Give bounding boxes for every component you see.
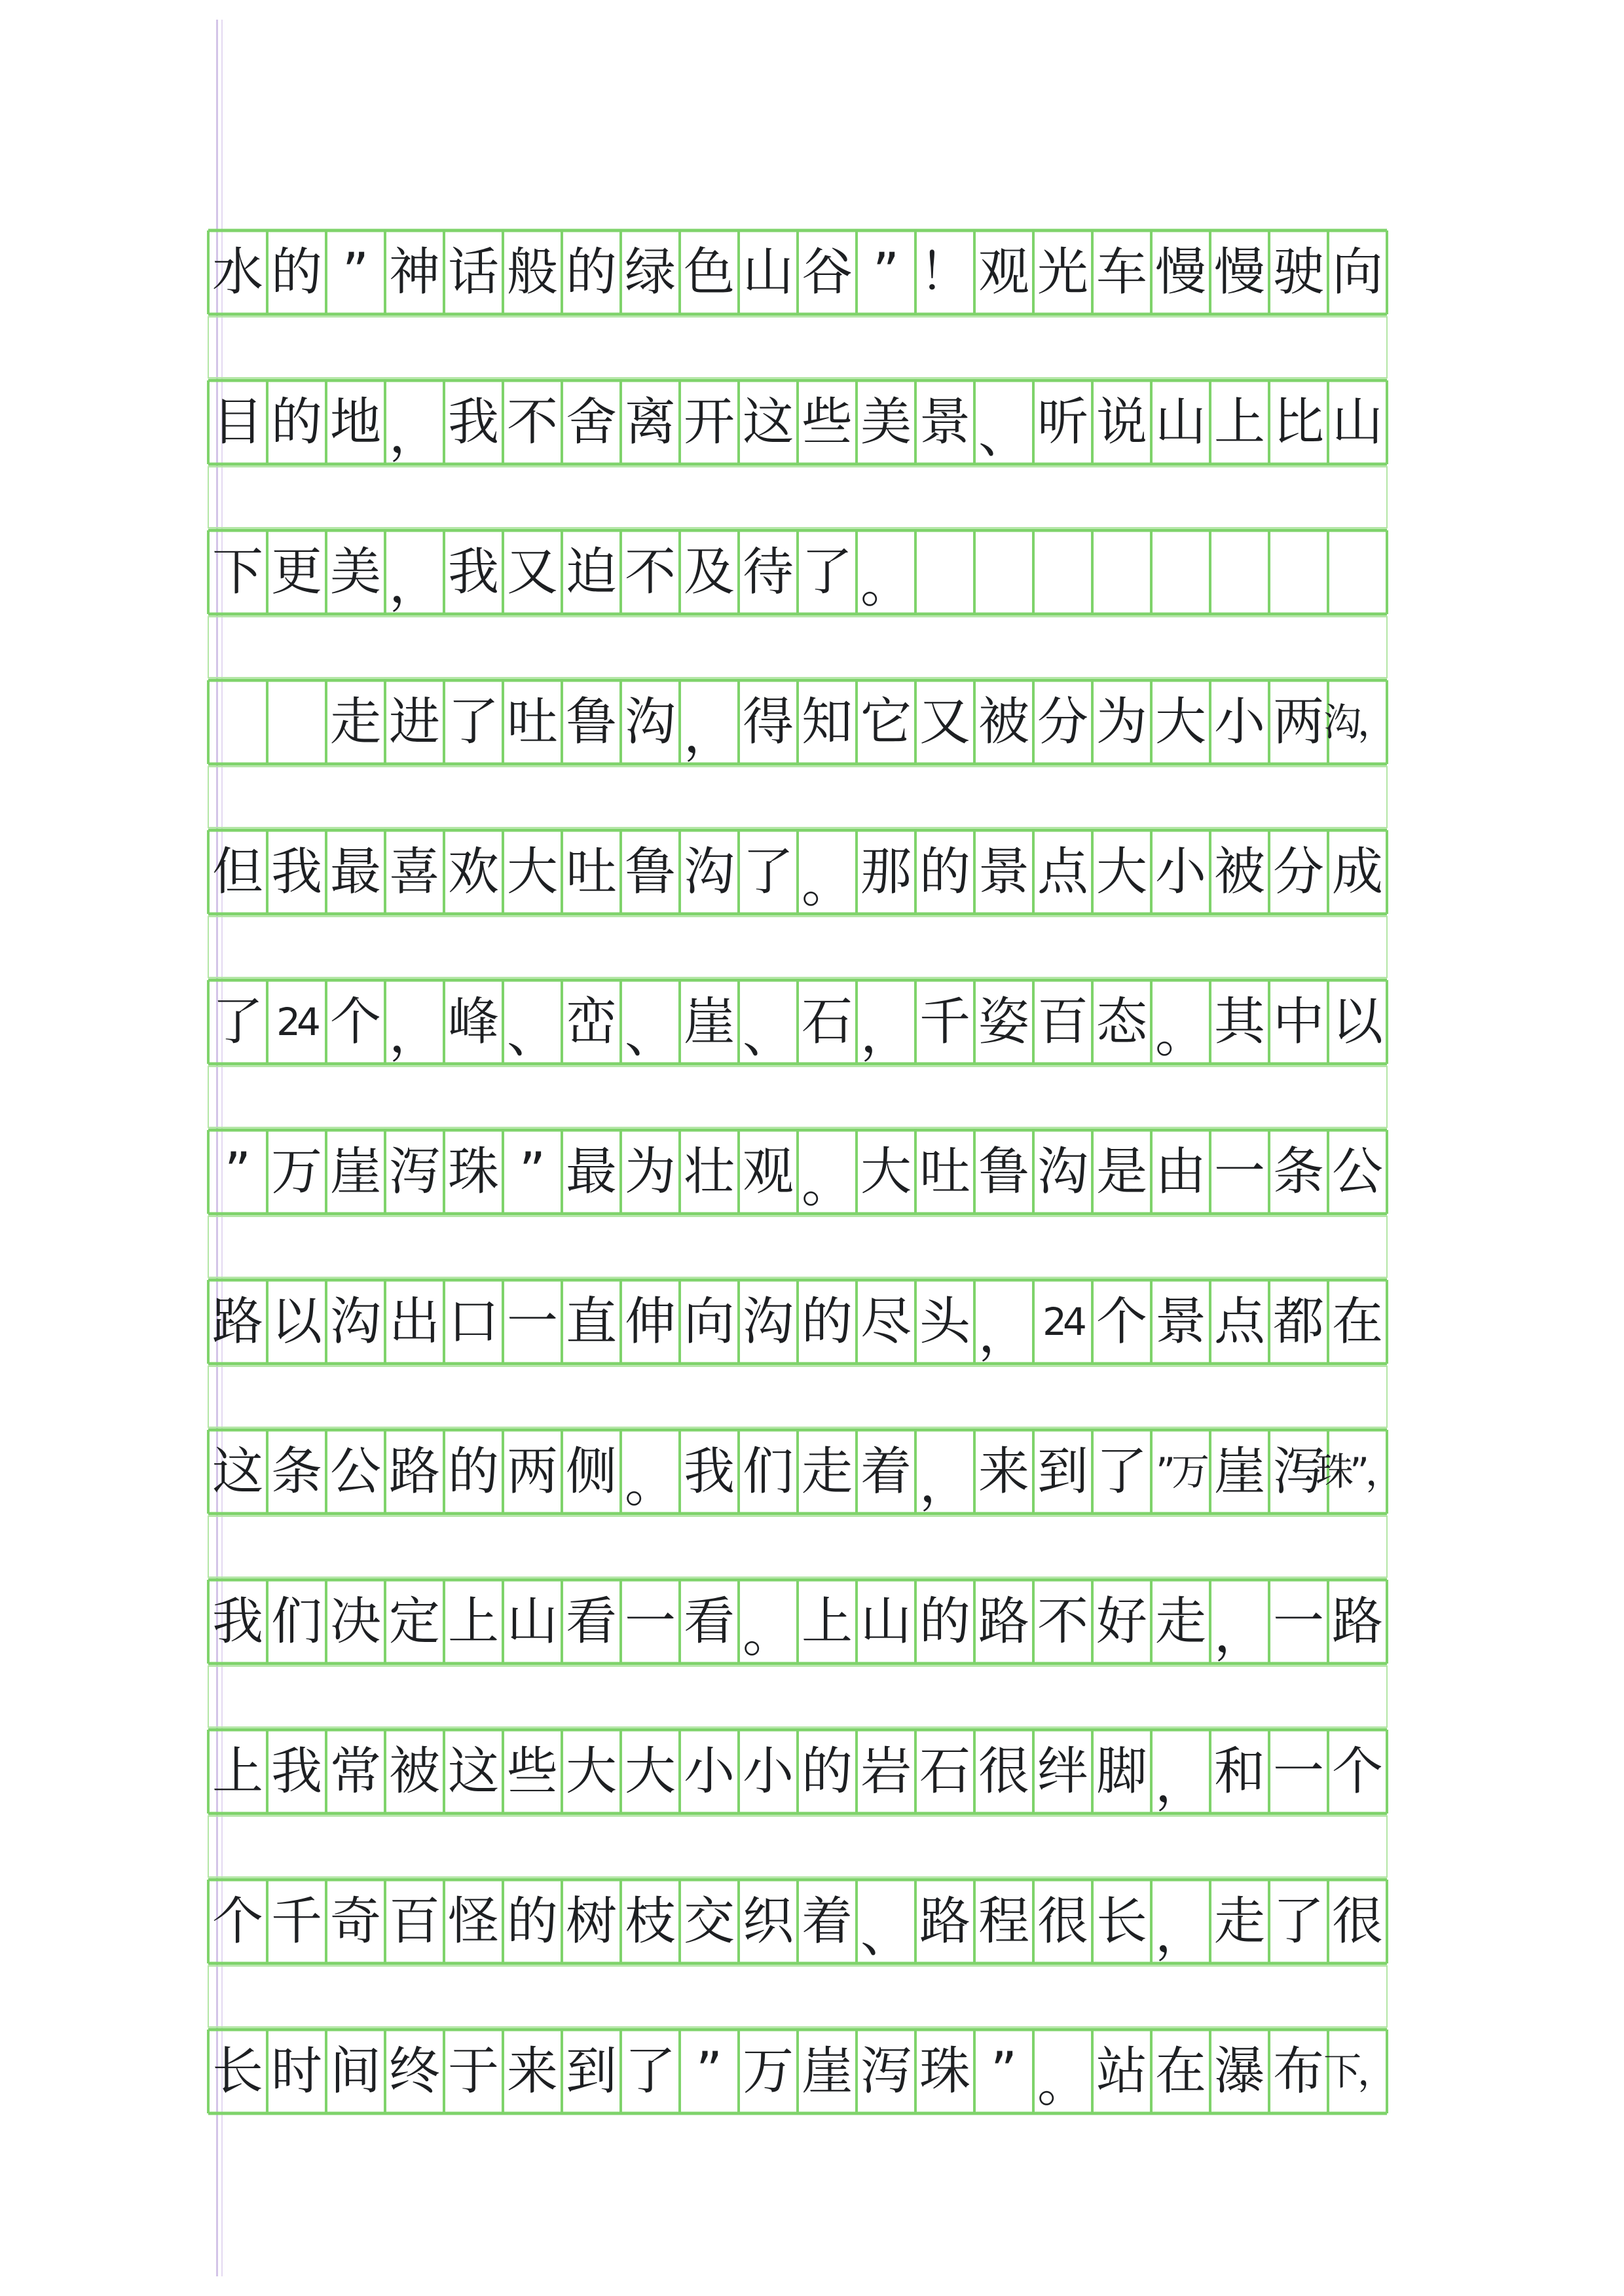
grid-character: 由 [1154, 1142, 1206, 1201]
grid-character: ， [919, 1455, 970, 1514]
grid-character: 慢 [1154, 243, 1206, 302]
grid-character: 、 [624, 1005, 676, 1064]
grid-character: 走 [329, 693, 381, 752]
grid-character: 泻 [388, 1142, 440, 1201]
grid-character: 看 [683, 1592, 735, 1651]
grid-character: 路 [1331, 1592, 1383, 1651]
grid-character: 一 [624, 1592, 676, 1651]
grid-character: 鲁 [624, 843, 676, 902]
grid-character: 又 [506, 543, 558, 602]
grid-character: 开 [683, 393, 735, 452]
grid-character: 和 [1213, 1742, 1265, 1801]
row-gap-band [208, 767, 1387, 828]
grid-character: 些 [506, 1742, 558, 1801]
grid-character: 脚 [1096, 1742, 1147, 1801]
grid-character: 沟 [624, 693, 676, 752]
grid-character: 被 [978, 693, 1029, 752]
grid-character: 。 [742, 1605, 794, 1664]
grid-character: 路 [212, 1292, 263, 1351]
grid-character: 的 [506, 1892, 558, 1951]
row-gap-band [208, 1816, 1387, 1877]
grid-character: 了 [1272, 1892, 1324, 1951]
grid-character: 目 [212, 393, 263, 452]
grid-character: 很 [978, 1742, 1029, 1801]
grid-character: 的 [919, 843, 970, 902]
grid-character: 瀑 [1213, 2042, 1265, 2101]
row-gap-band [208, 1216, 1387, 1277]
grid-character: 下， [1323, 2049, 1392, 2094]
grid-character: 公 [329, 1442, 381, 1501]
grid-character: 定 [388, 1592, 440, 1651]
grid-character: 珠 [447, 1142, 499, 1201]
grid-character: 分 [1272, 843, 1324, 902]
grid-character: ， [1213, 1605, 1265, 1664]
grid-character: 着 [801, 1892, 853, 1951]
grid-character: 山 [860, 1592, 912, 1651]
grid-character: 公 [1331, 1142, 1383, 1201]
grid-character: 布 [1272, 2042, 1324, 2101]
grid-character: 24 [276, 1000, 317, 1044]
grid-character: 水 [212, 243, 263, 302]
grid-character: 又 [919, 693, 970, 752]
grid-character: 。 [1037, 2054, 1088, 2113]
grid-character: 大 [1154, 693, 1206, 752]
grid-character [1151, 530, 1210, 614]
grid-character: 这 [742, 393, 794, 452]
grid-character: 站 [1096, 2042, 1147, 2101]
grid-character: 吐 [919, 1142, 970, 1201]
grid-character: 路 [978, 1592, 1029, 1651]
grid-character: 走 [1154, 1592, 1206, 1651]
grid-character: 姿 [978, 993, 1029, 1051]
grid-character: 最 [565, 1142, 617, 1201]
row-gap-band [208, 1366, 1387, 1427]
grid-character: 不 [506, 393, 558, 452]
grid-character: 更 [270, 543, 322, 602]
grid-character: 鲁 [565, 693, 617, 752]
grid-character: 了 [447, 693, 499, 752]
grid-character: 尽 [860, 1292, 912, 1351]
grid-character: 路 [388, 1442, 440, 1501]
grid-character [267, 680, 326, 764]
grid-character: 了 [742, 843, 794, 902]
grid-character: 石 [919, 1742, 970, 1801]
grid-character: ！ [919, 243, 970, 302]
grid-character: 程 [978, 1892, 1029, 1951]
grid-character: 山 [742, 243, 794, 302]
grid-character: 千 [270, 1892, 322, 1951]
grid-character: 被 [388, 1742, 440, 1801]
grid-character: 珠 [919, 2042, 970, 2101]
grid-character: 景 [919, 393, 970, 452]
grid-character: 口 [447, 1292, 499, 1351]
grid-character: 谷 [801, 243, 853, 302]
grid-character: 沟 [742, 1292, 794, 1351]
grid-character: 、 [506, 1005, 558, 1064]
grid-character: 般 [506, 243, 558, 302]
grid-character: 的 [919, 1592, 970, 1651]
grid-character: ” [872, 243, 900, 302]
grid-character: 、 [742, 1005, 794, 1064]
grid-character: 些 [801, 393, 853, 452]
grid-character: 百 [388, 1892, 440, 1951]
grid-character: 欢 [447, 843, 499, 902]
grid-character: 都 [1272, 1292, 1324, 1351]
grid-character: 大 [506, 843, 558, 902]
grid-character: 树 [565, 1892, 617, 1951]
grid-character: 石 [801, 993, 853, 1051]
grid-character: 出 [388, 1292, 440, 1351]
grid-character [1033, 530, 1092, 614]
grid-character: 的 [801, 1292, 853, 1351]
grid-character: 好 [1096, 1592, 1147, 1651]
grid-character: 。 [801, 855, 853, 914]
grid-character: 泻 [860, 2042, 912, 2101]
grid-character: 长 [212, 2042, 263, 2101]
grid-character: 的 [565, 243, 617, 302]
row-gap-band [208, 1966, 1387, 2027]
grid-character: 崖 [801, 2042, 853, 2101]
row-gap-band [208, 467, 1387, 528]
grid-character: ” [342, 243, 369, 302]
grid-character: 但 [212, 843, 263, 902]
grid-character: 于 [447, 2042, 499, 2101]
grid-character: 话 [447, 243, 499, 302]
grid-character: 看 [565, 1592, 617, 1651]
grid-character: 的 [801, 1742, 853, 1801]
grid-character: 进 [388, 693, 440, 752]
grid-character: 一 [506, 1292, 558, 1351]
grid-character: 壮 [683, 1142, 735, 1201]
grid-character: 下 [212, 543, 263, 602]
grid-character: 山 [506, 1592, 558, 1651]
grid-character: ”万 [1155, 1449, 1206, 1494]
grid-character: 美 [860, 393, 912, 452]
grid-character: 峦 [565, 993, 617, 1051]
grid-character: 两 [1272, 693, 1324, 752]
grid-character: 条 [270, 1442, 322, 1501]
grid-character: 美 [329, 543, 381, 602]
grid-character: 很 [1037, 1892, 1088, 1951]
grid-character: 得 [742, 693, 794, 752]
grid-character: 长 [1096, 1892, 1147, 1951]
grid-character [1269, 530, 1328, 614]
grid-character: 听 [1037, 393, 1088, 452]
grid-character: 绊 [1037, 1742, 1088, 1801]
grid-character: 在 [1154, 2042, 1206, 2101]
grid-character: 喜 [388, 843, 440, 902]
grid-character: 知 [801, 693, 853, 752]
grid-character: 山 [1331, 393, 1383, 452]
grid-character: 奇 [329, 1892, 381, 1951]
grid-character: 岩 [860, 1742, 912, 1801]
grid-character: 那 [860, 843, 912, 902]
grid-character: 小 [683, 1742, 735, 1801]
grid-character: ， [1154, 1755, 1206, 1813]
grid-character [1328, 530, 1387, 614]
grid-character: 它 [860, 693, 912, 752]
grid-character [1092, 530, 1151, 614]
grid-character: 沟 [683, 843, 735, 902]
grid-character: 交 [683, 1892, 735, 1951]
grid-character: 待 [742, 543, 794, 602]
grid-character: 一 [1272, 1742, 1324, 1801]
grid-character: 山 [1154, 393, 1206, 452]
grid-character: ， [388, 405, 440, 464]
grid-character: 24 [1043, 1300, 1083, 1344]
grid-character: 一 [1213, 1142, 1265, 1201]
grid-character: 观 [742, 1142, 794, 1201]
grid-character: 的 [270, 243, 322, 302]
grid-character: 个 [1331, 1742, 1383, 1801]
grid-character: 为 [1096, 693, 1147, 752]
grid-character: 们 [270, 1592, 322, 1651]
grid-character: 绿 [624, 243, 676, 302]
grid-character: ， [388, 1005, 440, 1064]
grid-character: 态 [1096, 993, 1147, 1051]
grid-character: 说 [1096, 393, 1147, 452]
grid-character: 个 [212, 1892, 263, 1951]
grid-character: 大 [860, 1142, 912, 1201]
grid-character: ， [860, 1005, 912, 1064]
row-gap-band [208, 917, 1387, 977]
grid-character: ， [683, 705, 735, 764]
grid-character: 织 [742, 1892, 794, 1951]
grid-character: 。 [624, 1455, 676, 1514]
grid-character: 崖 [683, 993, 735, 1051]
grid-character: 我 [447, 393, 499, 452]
grid-character: 了 [624, 2042, 676, 2101]
grid-character: 小 [1154, 843, 1206, 902]
grid-character: 常 [329, 1742, 381, 1801]
grid-character: 的 [270, 393, 322, 452]
grid-character: 光 [1037, 243, 1088, 302]
grid-character: 神 [388, 243, 440, 302]
grid-character: 沟， [1323, 700, 1392, 744]
grid-character: 驶 [1272, 243, 1324, 302]
grid-character: 分 [1037, 693, 1088, 752]
grid-character: 、 [978, 405, 1029, 464]
grid-character: 伸 [624, 1292, 676, 1351]
grid-character: 个 [329, 993, 381, 1051]
grid-character: 成 [1331, 843, 1383, 902]
grid-character [915, 530, 974, 614]
grid-character: 沟 [329, 1292, 381, 1351]
grid-character: 路 [919, 1892, 970, 1951]
grid-character: 个 [1096, 1292, 1147, 1351]
grid-character: 了 [801, 543, 853, 602]
grid-character: 、 [860, 1904, 912, 1963]
grid-character: 直 [565, 1292, 617, 1351]
grid-character: 们 [742, 1442, 794, 1501]
grid-character: 的 [447, 1442, 499, 1501]
grid-character: 到 [565, 2042, 617, 2101]
grid-character: ， [1154, 1904, 1206, 1963]
grid-character: 。 [1154, 1005, 1206, 1064]
grid-character: 上 [1213, 393, 1265, 452]
grid-character: 了 [212, 993, 263, 1051]
grid-character: 泻 [1272, 1442, 1324, 1501]
grid-character: 大 [1096, 843, 1147, 902]
grid-character [974, 530, 1033, 614]
grid-character: ” [990, 2042, 1018, 2101]
grid-character: 我 [447, 543, 499, 602]
grid-character: 。 [860, 555, 912, 614]
grid-character: 决 [329, 1592, 381, 1651]
grid-character: 侧 [565, 1442, 617, 1501]
grid-character: 不 [1037, 1592, 1088, 1651]
grid-character: 迫 [565, 543, 617, 602]
grid-character: 点 [1037, 843, 1088, 902]
grid-character: 了 [1096, 1442, 1147, 1501]
grid-character: 千 [919, 993, 970, 1051]
grid-character: 其 [1213, 993, 1265, 1051]
grid-character: 是 [1096, 1142, 1147, 1201]
grid-character: 上 [801, 1592, 853, 1651]
grid-character: 到 [1037, 1442, 1088, 1501]
grid-character: 万 [742, 2042, 794, 2101]
grid-character: 万 [270, 1142, 322, 1201]
grid-character: 向 [683, 1292, 735, 1351]
grid-character: 吐 [506, 693, 558, 752]
grid-character: 。 [801, 1155, 853, 1214]
grid-character: 崖 [1213, 1442, 1265, 1501]
grid-character: ” [695, 2042, 723, 2101]
grid-character: 时 [270, 2042, 322, 2101]
grid-character: 点 [1213, 1292, 1265, 1351]
grid-character: 地 [329, 393, 381, 452]
grid-character: 及 [683, 543, 735, 602]
grid-character: 怪 [447, 1892, 499, 1951]
row-gap-band [208, 1066, 1387, 1127]
grid-character: 小 [742, 1742, 794, 1801]
grid-character: 色 [683, 243, 735, 302]
grid-character: 向 [1331, 243, 1383, 302]
grid-character: 峰 [447, 993, 499, 1051]
grid-character: 为 [624, 1142, 676, 1201]
grid-character: 我 [212, 1592, 263, 1651]
grid-character: 小 [1213, 693, 1265, 752]
grid-character: 慢 [1213, 243, 1265, 302]
grid-character: 来 [978, 1442, 1029, 1501]
grid-character: 沟 [1037, 1142, 1088, 1201]
grid-character: 车 [1096, 243, 1147, 302]
grid-character [208, 680, 267, 764]
grid-character: ” [224, 1142, 251, 1201]
grid-character: 间 [329, 2042, 381, 2101]
grid-character: 大 [624, 1742, 676, 1801]
grid-character: 最 [329, 843, 381, 902]
grid-character: 这 [212, 1442, 263, 1501]
row-gap-band [208, 1516, 1387, 1577]
grid-character: 着 [860, 1442, 912, 1501]
grid-character: 以 [1331, 993, 1383, 1051]
grid-character: 观 [978, 243, 1029, 302]
grid-character: 枝 [624, 1892, 676, 1951]
grid-character: 鲁 [978, 1142, 1029, 1201]
grid-character: 不 [624, 543, 676, 602]
grid-character: 很 [1331, 1892, 1383, 1951]
grid-character: 中 [1272, 993, 1324, 1051]
grid-character: 终 [388, 2042, 440, 2101]
grid-character: 上 [212, 1742, 263, 1801]
grid-character [1210, 530, 1269, 614]
grid-character: 景 [1154, 1292, 1206, 1351]
grid-character: 百 [1037, 993, 1088, 1051]
grid-character: 来 [506, 2042, 558, 2101]
grid-character: 我 [683, 1442, 735, 1501]
grid-character: 走 [1213, 1892, 1265, 1951]
grid-character: 大 [565, 1742, 617, 1801]
grid-character: 上 [447, 1592, 499, 1651]
grid-character: 景 [978, 843, 1029, 902]
grid-character: 离 [624, 393, 676, 452]
grid-character: 我 [270, 1742, 322, 1801]
grid-character: 比 [1272, 393, 1324, 452]
row-gap-band [208, 317, 1387, 378]
grid-character: 一 [1272, 1592, 1324, 1651]
grid-character: 吐 [565, 843, 617, 902]
grid-character: ， [978, 1305, 1029, 1364]
grid-character: 崖 [329, 1142, 381, 1201]
grid-character: 两 [506, 1442, 558, 1501]
row-gap-band [208, 617, 1387, 678]
row-gap-band [208, 1666, 1387, 1727]
grid-character: 头 [919, 1292, 970, 1351]
grid-character: 这 [447, 1742, 499, 1801]
grid-character: 珠”， [1315, 1449, 1400, 1494]
grid-character: 我 [270, 843, 322, 902]
grid-character: 以 [270, 1292, 322, 1351]
grid-character: ” [519, 1142, 546, 1201]
grid-character: 条 [1272, 1142, 1324, 1201]
grid-character: 舍 [565, 393, 617, 452]
grid-character: ， [388, 555, 440, 614]
grid-character: 走 [801, 1442, 853, 1501]
grid-character: 被 [1213, 843, 1265, 902]
grid-character: 在 [1331, 1292, 1383, 1351]
